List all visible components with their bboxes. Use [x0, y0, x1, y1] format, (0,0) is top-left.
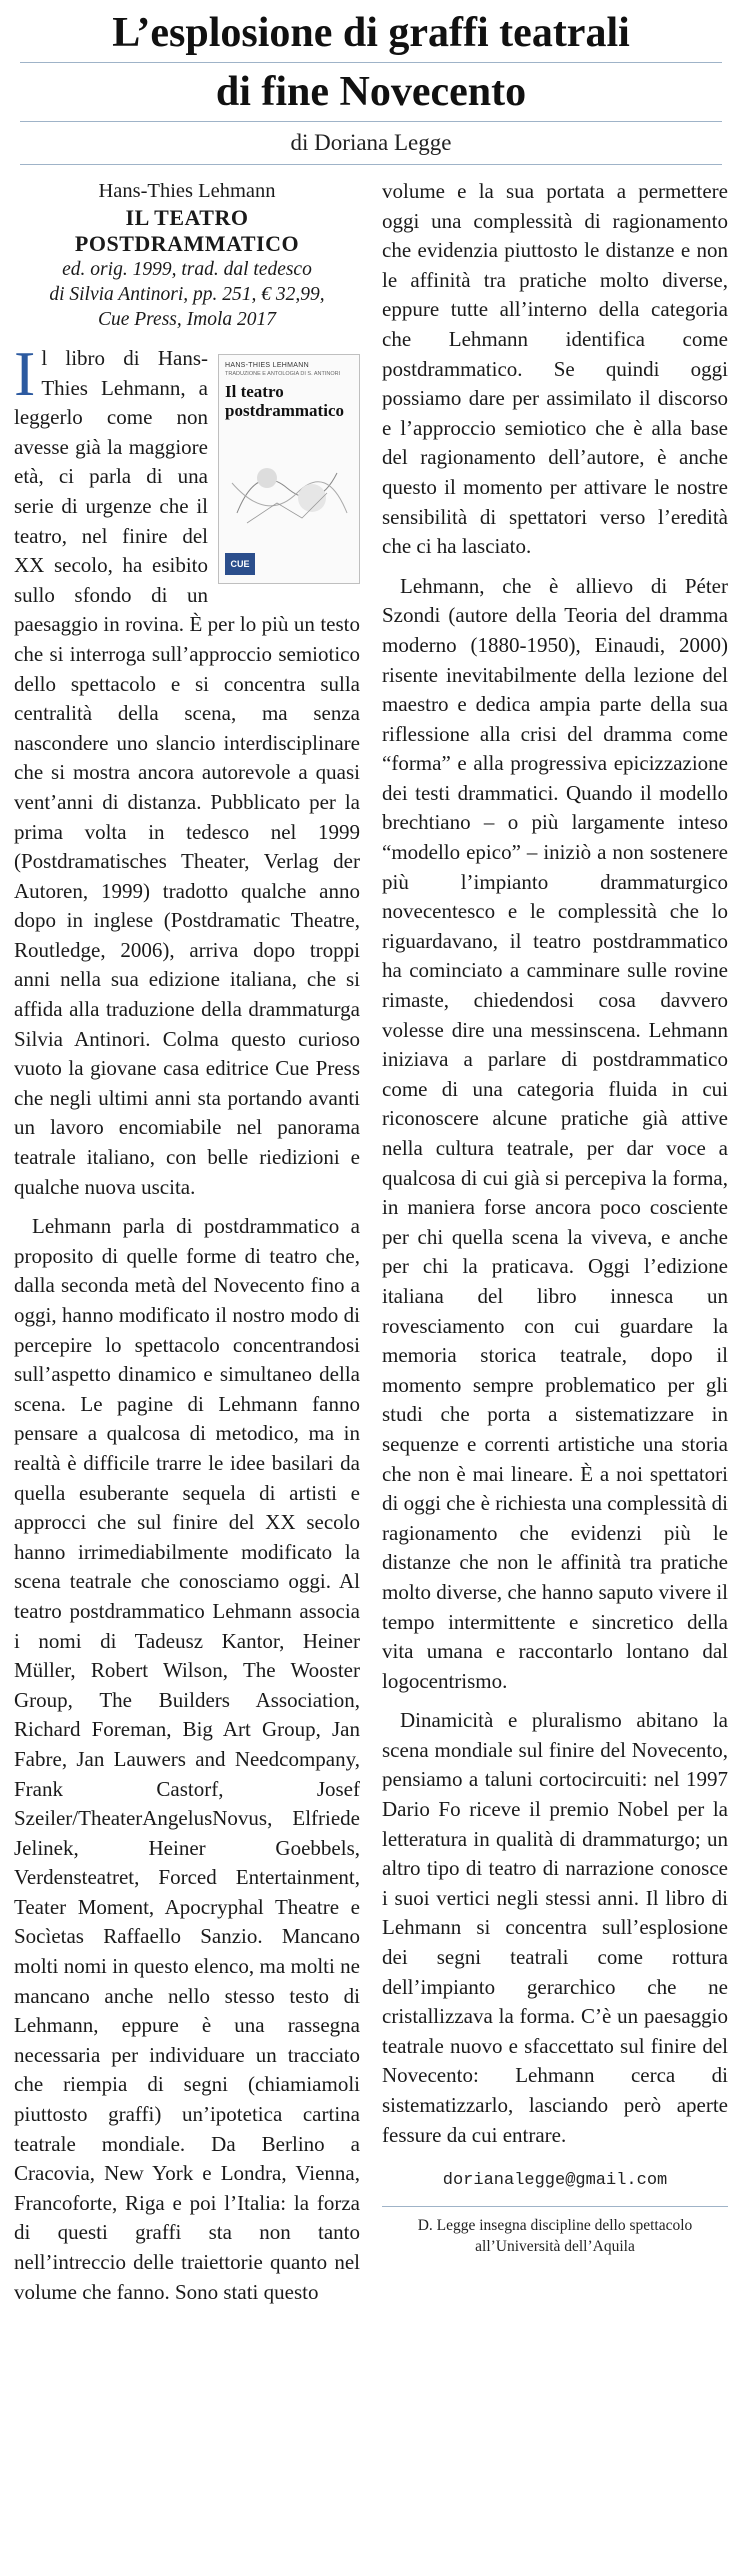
paragraph-2: Lehmann parla di postdrammatico a proposito di quelle forme di teatro che, dalla seconda metà del Novecento fino a oggi, hanno modificato il nostro modo di percepire lo spettacolo concentrandosi sull’aspetto dinamico e simultaneo della scena. Le pagine di Lehmann fanno pensare a qualcosa di metodico, ma in realtà è difficile trarre le idee basilari da quella esuberante sequela di artisti e approcci che sul finire del XX secolo hanno irrimediabilmente modificato la scena teatrale che conosciamo oggi. Al teatro postdrammatico Lehmann associa i nomi di Tadeusz Kantor, Heiner Müller, Robert Wilson, The Wooster Group, The Builders Association, Richard Foreman, Big Art Group, Jan Fabre, Jan Lauwers and Needcompany, Frank Castorf, Josef Szeiler/TheaterAngelusNovus, Elfriede Jelinek, Heiner Goebbels, Verdensteatret, Forced Entertainment, Teater Moment, Apocryphal Theatre e Socìetas Raffaello Sanzio. Mancano molti nomi in questo elenco, ma molti ne mancano anche nello stesso testo di Lehmann, eppure è una rassegna necessaria per individuare un tracciato che riempia di segni (chiamiamoli piuttosto graffi) un’ipotetica cartina teatrale mondiale. Da Berlino a Cracovia, New York e Londra, Vienna, Francoforte, Riga e poi l’Italia: la forza di questi graffi sta non tanto nell’intreccio delle traiettorie quanto nel volume che fanno. Sono stati questo [14, 1214, 360, 2304]
author-bio-line-2: all’Università dell’Aquila [475, 2237, 635, 2255]
left-column [14, 177, 360, 2307]
author-email: dorianalegge@gmail.com [442, 2171, 668, 2191]
paragraph-4: Lehmann, che è allievo di Péter Szondi (autore della Teoria del dramma moderno (1880-1950), Einaudi, 2000) risente inevitabilmente della lezione del maestro e dedica ampia parte della sua riflessione alla crisi del dramma come “forma” e alla progressiva epicizzazione dei testi drammatici. Quando il modello brechtiano – o più largamente inteso “modello epico” – iniziò a non sostenere più l’impianto drammaturgico novecentesco e le complessità che lo riguardavano, il teatro postdrammatico ha cominciato a camminare sulle rovine rimaste, chiedendosi cosa davvero volesse dire una messinscena. Lehmann iniziava a parlare di postdrammatico come di una categoria fluida in cui riconoscere alcune pratiche già attive nella cultura teatrale, per dar voce a qualcosa di cui già si percepiva la forma, in maniera forse ancora poco cosciente per chi quella scena la viveva, e anche per chi la praticava. Oggi l’edizione italiana del libro innesca un rovesciamento con cui guardare la memoria storica teatrale, dopo il momento sempre problematico per gli studi che porta a sistematizzare in sequenze e correnti artistiche una storia che non è mai lineare. È a noi spettatori di oggi che è richiesta una complessità di ragionamento che evidenzi più le distanze che non le affinità tra pratiche molto diverse, che hanno saputo vivere il tempo intermittente e sincretico della vita umana e raccontarlo lontano dal logocentrismo. [382, 573, 728, 1693]
cover-title-2: postdrammatico [225, 401, 344, 420]
paragraph-5: Dinamicità e pluralismo abitano la scena mondiale sul finire del Novecento, pensiamo a taluni cortocircuiti: nel 1997 Dario Fo riceve il premio Nobel per la letteratura in qualità di drammaturgo; un altro tipo di teatro di narrazione conosce i suoi vertici negli stessi anni. Il libro di Lehmann si concentra sull’esplosione dei segni teatrali come rottura dell’impianto gerarchico che ne cristallizzava la forma. C’è un paesaggio teatrale nuovo e sfaccettato sul finire del Novecento: Lehmann cerca di sistematizzarlo, lasciando però aperte fessure da cui entrare. [382, 1708, 728, 2147]
paragraph-1-text: l libro di Hans-Thies Lehmann, a leggerlo come non avesse già la maggiore età, ci parla di una serie di urgenze che il teatro, nel finire del XX secolo, ha esibito sullo sfondo di un paesaggio in rovina. È per lo più un testo che si interroga sull’approccio semiotico dello spettacolo e si concentra sulla centralità della scena, ma senza nascondere uno slancio interdisciplinare che si mostra ancora autorevole a quasi vent’anni di distanza. Pubblicato per la prima volta in tedesco nel 1999 (Postdramatisches Theater, Verlag der Autoren, 1999) tradotto qualche anno dopo in inglese (Postdramatic Theatre, Routledge, 2006), arriva dopo troppi anni nella sua edizione italiana, che si affida alla traduzione della drammaturga Silvia Antinori. Colma questo curioso vuoto la giovane casa editrice Cue Press che negli ultimi anni sta portando avanti un lavoro encomiabile nel panorama teatrale italiano, con belle riedizioni e qualche nuova uscita. [14, 346, 360, 1199]
cue-press-logo: CUE [225, 553, 255, 575]
book-details-1: ed. orig. 1999, trad. dal tedesco [62, 259, 312, 280]
book-info [14, 177, 360, 332]
cover-subtitle: TRADUZIONE E ANTOLOGIA DI S. ANTINORI [225, 371, 341, 377]
headline-line-2: di fine Novecento [20, 63, 722, 122]
headline [14, 0, 728, 122]
paragraph-1 [14, 338, 360, 1202]
cover-illustration [227, 443, 351, 533]
article-columns [14, 177, 728, 2307]
book-author: Hans-Thies Lehmann [98, 180, 276, 202]
book-details-3: Cue Press, Imola 2017 [97, 309, 276, 330]
book-title-2: POSTDRAMMATICO [74, 231, 300, 256]
cover-title-1: Il teatro [225, 382, 284, 401]
author-bio [382, 2206, 728, 2257]
paragraph-3: volume e la sua portata a permettere oggi una complessità di ragionamento che evidenzia piuttosto le distanze e non le affinità tra pratiche molto diverse, eppure tutte all’interno della categoria che Lehmann identifica come postdrammatico. Se quindi oggi possiamo dare per assimilato il discorso e l’approccio semiotico che è alla base del ragionamento dell’autore, è anche questo il momento per attivare le nostre sensibilità di spettatori verso l’eredità che ci ha lasciato. [382, 179, 728, 559]
cover-author: HANS-THIES LEHMANN [225, 362, 309, 369]
book-cover-image [218, 354, 360, 584]
book-title-1: IL TEATRO [125, 205, 249, 230]
headline-line-1: L’esplosione di graffi teatrali [20, 4, 722, 63]
right-column [382, 177, 728, 2307]
author-bio-line-1: D. Legge insegna discipline dello spettacolo [417, 2216, 693, 2234]
byline: di Doriana Legge [20, 122, 722, 165]
book-details-2: di Silvia Antinori, pp. 251, € 32,99, [49, 284, 325, 305]
drop-cap: I [14, 338, 36, 409]
